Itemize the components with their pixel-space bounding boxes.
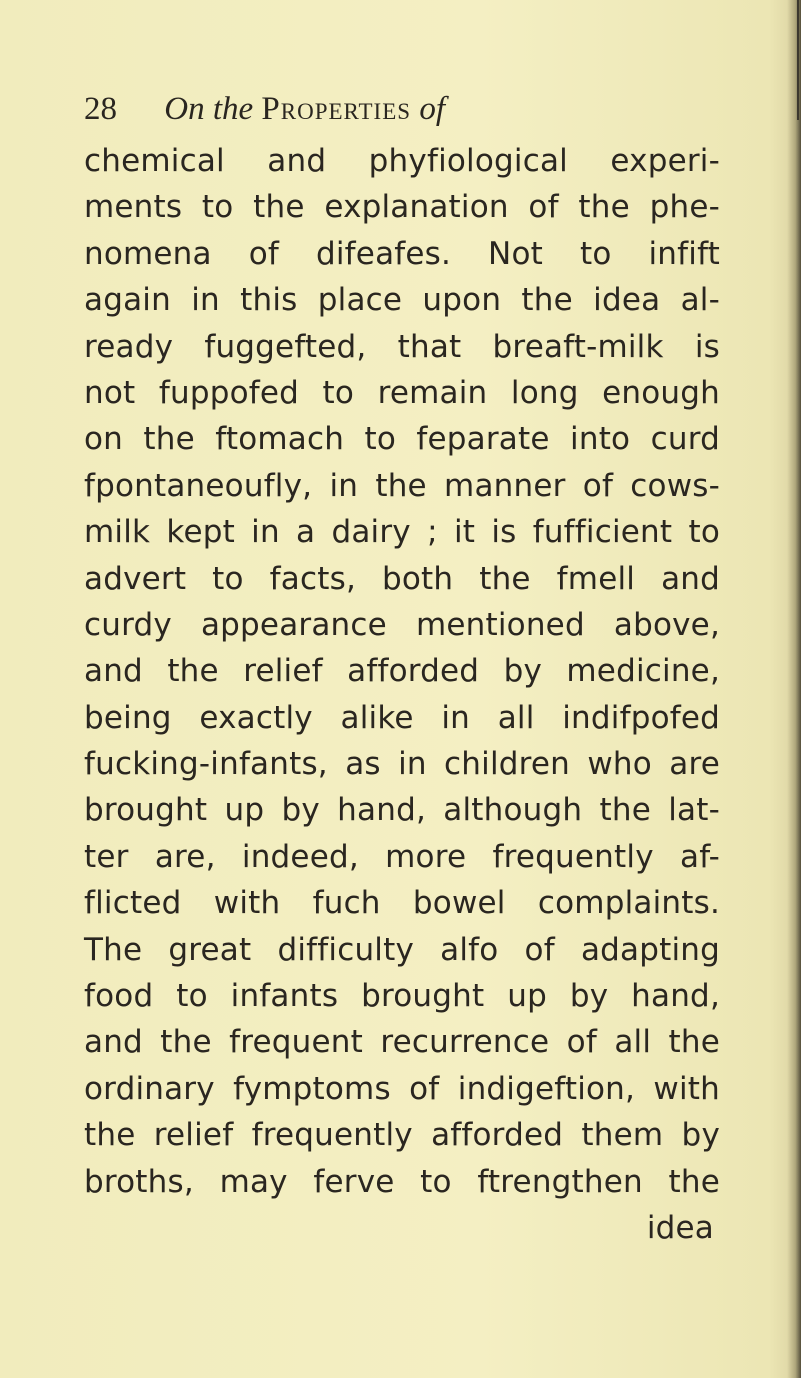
text-line: milk kept in a dairy ; it is fufficient to bbox=[84, 514, 720, 551]
page-edge-line bbox=[797, 0, 799, 120]
running-title-italic-1: On the bbox=[164, 91, 254, 127]
body-paragraph bbox=[84, 138, 720, 1251]
running-title-italic-2: of bbox=[419, 91, 445, 127]
text-line: ments to the explanation of the phe- bbox=[84, 189, 720, 226]
text-line: broths, may ferve to ftrengthen the bbox=[84, 1163, 720, 1200]
text-line: ordinary fymptoms of indigeftion, with bbox=[84, 1070, 720, 1107]
text-line: on the ftomach to feparate into curd bbox=[84, 421, 720, 458]
text-line: brought up by hand, although the lat- bbox=[84, 792, 720, 829]
text-line: again in this place upon the idea al- bbox=[84, 282, 720, 319]
text-line: flicted with fuch bowel complaints. bbox=[84, 885, 720, 922]
text-line: and the relief afforded by medicine, bbox=[84, 653, 720, 690]
text-line: ready fuggefted, that breaft-milk is bbox=[84, 328, 720, 365]
text-line: ter are, indeed, more frequently af- bbox=[84, 838, 720, 875]
text-line: food to infants brought up by hand, bbox=[84, 978, 720, 1015]
text-line: not fuppofed to remain long enough bbox=[84, 374, 720, 411]
catchword: idea bbox=[646, 1209, 714, 1246]
text-line: fpontaneoufly, in the manner of cows- bbox=[84, 467, 720, 504]
text-line: advert to facts, both the fmell and bbox=[84, 560, 720, 597]
running-header bbox=[84, 84, 724, 134]
text-line: nomena of difeafes. Not to infift bbox=[84, 235, 720, 272]
text-line: being exactly alike in all indifpofed bbox=[84, 699, 720, 736]
running-title-caps: Properties bbox=[261, 91, 412, 127]
text-line: The great difficulty alfo of adapting bbox=[84, 931, 720, 968]
text-line: and the frequent recurrence of all the bbox=[84, 1024, 720, 1061]
text-line: the relief frequently afforded them by bbox=[84, 1117, 720, 1154]
text-line: fucking-infants, as in children who are bbox=[84, 746, 720, 783]
text-line: curdy appearance mentioned above, bbox=[84, 606, 720, 643]
page-edge-shadow bbox=[787, 0, 801, 1378]
page-number: 28 bbox=[84, 91, 117, 127]
text-line: chemical and phyfiological experi- bbox=[84, 143, 720, 179]
running-title bbox=[164, 84, 445, 134]
